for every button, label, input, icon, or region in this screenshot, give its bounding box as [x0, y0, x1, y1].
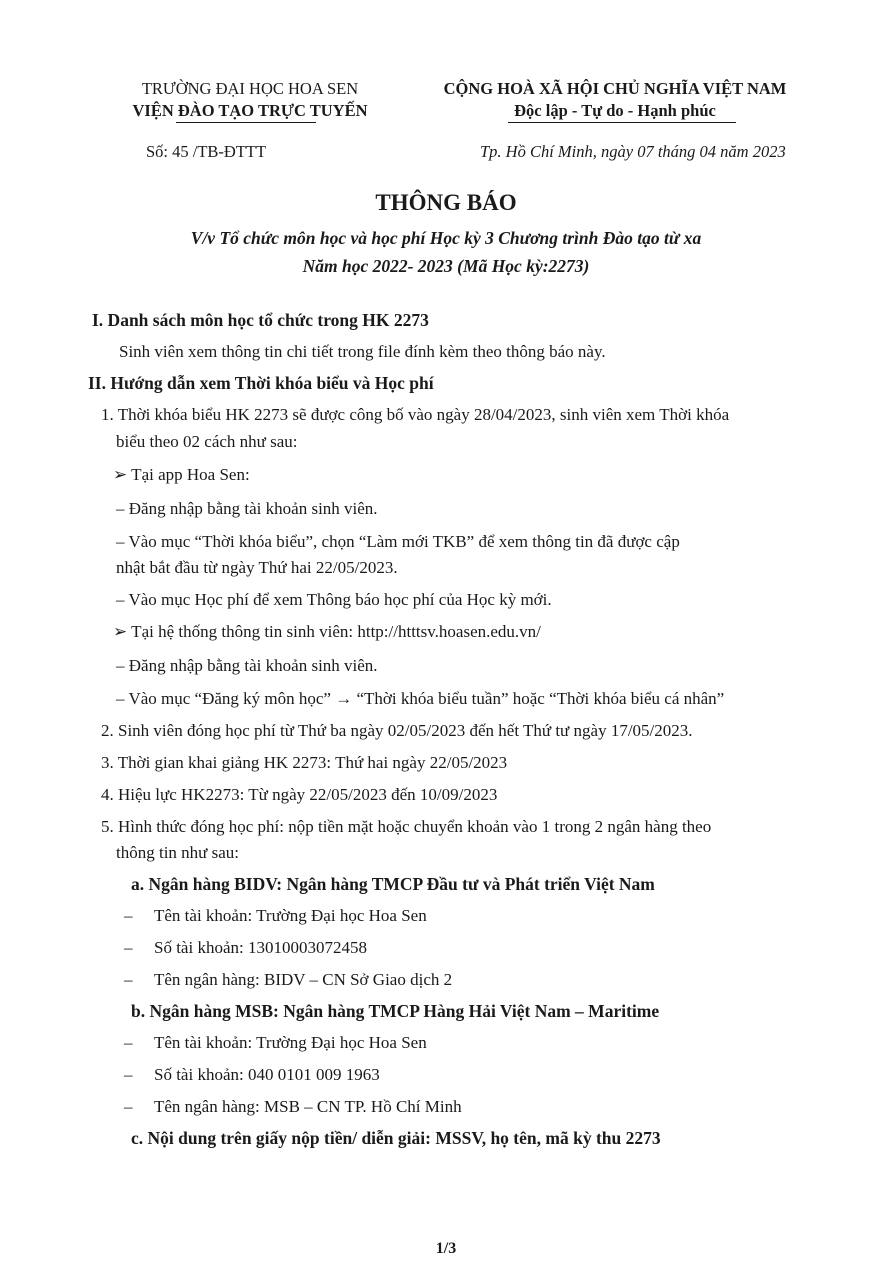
- section1-heading: I. Danh sách môn học tổ chức trong HK 2273: [92, 310, 429, 330]
- bidv-account-name: [124, 906, 427, 926]
- dash-bullet: –: [124, 1065, 133, 1084]
- document-subject: V/v Tổ chức môn học và học phí Học kỳ 3 Chương trình Đào tạo từ xa: [190, 228, 702, 248]
- dash-bullet: –: [124, 906, 133, 925]
- bidv-bank-name: [124, 970, 452, 990]
- item4-validity: 4. Hiệu lực HK2273: Từ ngày 22/05/2023 đến 10/09/2023: [101, 785, 498, 804]
- motto-underline: [508, 122, 736, 123]
- dash-bullet: –: [124, 1097, 133, 1116]
- document-title: THÔNG BÁO: [375, 190, 517, 215]
- nation-name: CỘNG HOÀ XÃ HỘI CHỦ NGHĨA VIỆT NAM: [443, 79, 787, 98]
- app-step-timetable-line1: – Vào mục “Thời khóa biểu”, chọn “Làm mới TKB” để xem thông tin đã được cập: [116, 532, 680, 551]
- msb-bank-name-text: Tên ngân hàng: MSB – CN TP. Hồ Chí Minh: [154, 1097, 462, 1116]
- dash-bullet: –: [124, 970, 133, 989]
- page-number: 1/3: [435, 1240, 457, 1257]
- msb-account-number-text: Số tài khoản: 040 0101 009 1963: [154, 1065, 380, 1084]
- bidv-account-number: [124, 938, 367, 958]
- msb-account-name: [124, 1033, 427, 1053]
- item2-payment-period: 2. Sinh viên đóng học phí từ Thứ ba ngày 02/05/2023 đến hết Thứ tư ngày 17/05/2023.: [101, 721, 693, 740]
- section2-heading: II. Hướng dẫn xem Thời khóa biểu và Học phí: [88, 373, 434, 393]
- bidv-account-number-text: Số tài khoản: 13010003072458: [154, 938, 367, 957]
- app-step-tuition: – Vào mục Học phí để xem Thông báo học phí của Học kỳ mới.: [116, 590, 552, 609]
- dash-bullet: –: [124, 938, 133, 957]
- msb-heading: b. Ngân hàng MSB: Ngân hàng TMCP Hàng Hải Việt Nam – Maritime: [131, 1001, 660, 1021]
- issuer-underline: [176, 122, 316, 123]
- web-step-login: – Đăng nhập bằng tài khoản sinh viên.: [116, 656, 378, 675]
- national-heading: [395, 78, 835, 122]
- institute-name: VIỆN ĐÀO TẠO TRỰC TUYẾN: [132, 101, 368, 120]
- bidv-account-name-text: Tên tài khoản: Trường Đại học Hoa Sen: [154, 906, 427, 925]
- place-and-date: Tp. Hồ Chí Minh, ngày 07 tháng 04 năm 2023: [480, 142, 786, 161]
- issuer-block: [110, 78, 390, 122]
- academic-year: Năm học 2022- 2023 (Mã Học kỳ:2273): [302, 256, 590, 276]
- web-step-timetable: – Vào mục “Đăng ký môn học” → “Thời khóa biểu tuần” hoặc “Thời khóa biểu cá nhân”: [116, 689, 725, 708]
- app-step-timetable-line2: nhật bắt đầu từ ngày Thứ hai 22/05/2023.: [116, 558, 398, 577]
- bidv-heading: a. Ngân hàng BIDV: Ngân hàng TMCP Đầu tư và Phát triển Việt Nam: [131, 874, 655, 894]
- dash-bullet: –: [124, 1033, 133, 1052]
- item1-line2: biểu theo 02 cách như sau:: [116, 432, 298, 451]
- item5-line1: 5. Hình thức đóng học phí: nộp tiền mặt hoặc chuyển khoản vào 1 trong 2 ngân hàng theo: [101, 817, 712, 836]
- app-step-login: – Đăng nhập bằng tài khoản sinh viên.: [116, 499, 378, 518]
- item5-line2: thông tin như sau:: [116, 843, 240, 862]
- document-number: Số: 45 /TB-ĐTTT: [146, 142, 267, 161]
- msb-account-name-text: Tên tài khoản: Trường Đại học Hoa Sen: [154, 1033, 427, 1052]
- bidv-bank-name-text: Tên ngân hàng: BIDV – CN Sở Giao dịch 2: [154, 970, 453, 989]
- university-name: TRƯỜNG ĐẠI HỌC HOA SEN: [141, 79, 359, 98]
- national-motto: Độc lập - Tự do - Hạnh phúc: [514, 101, 716, 120]
- item1-line1: 1. Thời khóa biểu HK 2273 sẽ được công bố vào ngày 28/04/2023, sinh viên xem Thời khóa: [101, 405, 730, 424]
- web-heading[interactable]: ➢ Tại hệ thống thông tin sinh viên: http://htttsv.hoasen.edu.vn/: [113, 622, 541, 641]
- app-heading: ➢ Tại app Hoa Sen:: [113, 465, 250, 484]
- msb-bank-name: [124, 1097, 462, 1117]
- payment-content-note: c. Nội dung trên giấy nộp tiền/ diễn giải: MSSV, họ tên, mã kỳ thu 2273: [131, 1128, 661, 1148]
- msb-account-number: [124, 1065, 380, 1085]
- item3-opening-date: 3. Thời gian khai giảng HK 2273: Thứ hai ngày 22/05/2023: [101, 753, 508, 772]
- section1-text: Sinh viên xem thông tin chi tiết trong file đính kèm theo thông báo này.: [119, 342, 606, 361]
